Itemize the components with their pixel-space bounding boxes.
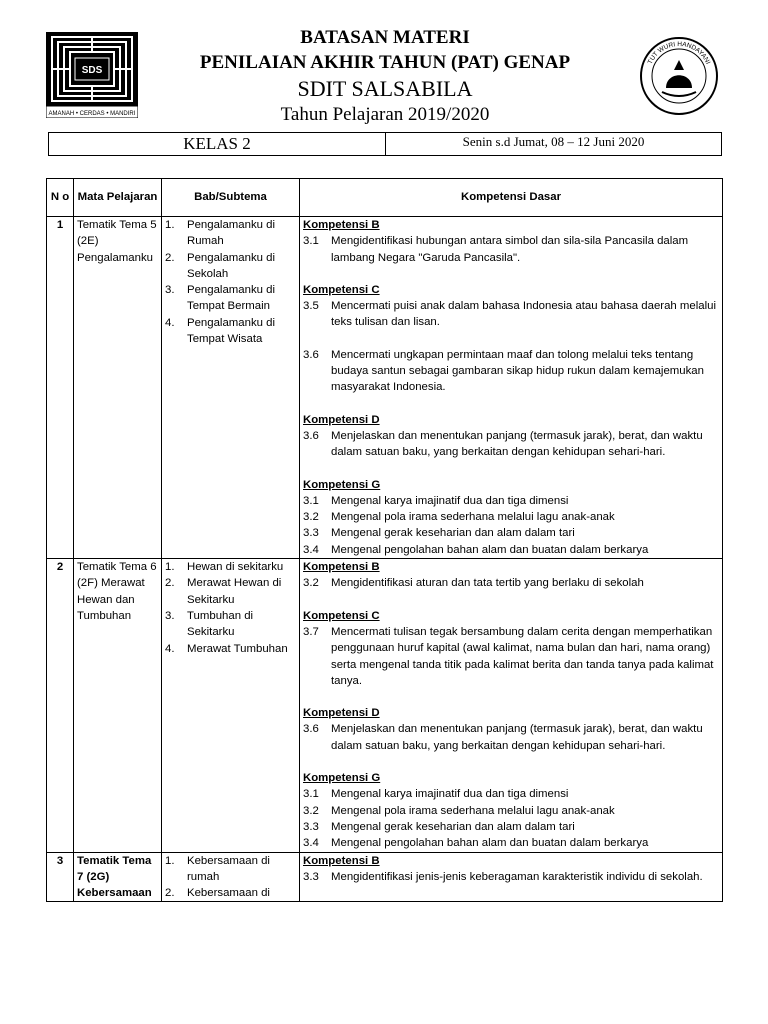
header-kd: Kompetensi Dasar [300,179,723,217]
header-no: N o [47,179,74,217]
subject-text: Tematik Tema 5 (2E) Pengalamanku [77,219,157,264]
competency-group [303,217,719,266]
competency-number: 3.2 [303,577,319,590]
competency-heading: Kompetensi D [303,707,380,720]
competency-text: Mengidentifikasi hubungan antara simbol dan sila-sila Pancasila dalam lambang Negara "Garuda Pancasila". [331,235,689,264]
subtheme-number: 2. [165,251,175,264]
competency-item [303,869,719,885]
competency-text: Mengenal pengolahan bahan alam dan buatan dalam berkarya [331,837,649,850]
competency-text: Mengenal pola irama sederhana melalui lagu anak-anak [331,511,615,524]
subtheme-item [165,315,296,348]
subtheme-cell [162,559,300,852]
competency-group [303,477,719,558]
subtheme-number: 3. [165,609,175,622]
subtheme-number: 4. [165,316,175,329]
competency-number: 3.6 [303,723,319,736]
svg-text:SDS: SDS [81,65,103,76]
subject-cell [74,852,162,902]
competency-number: 3.5 [303,300,319,313]
subtheme-item [165,853,296,886]
competency-number: 3.2 [303,511,319,524]
competency-group [303,608,719,689]
competency-heading: Kompetensi D [303,413,380,426]
competency-text: Mengenal gerak keseharian dan alam dalam tari [331,527,575,540]
school-logo [46,32,138,118]
competency-item [303,525,719,541]
competency-text: Mengenal karya imajinatif dua dan tiga dimensi [331,788,569,801]
competency-group [303,770,719,851]
svg-text:TUT WURI HANDAYANI: TUT WURI HANDAYANI [646,40,712,66]
row-number: 3 [47,852,74,902]
subject-cell [74,217,162,559]
competency-number: 3.6 [303,429,319,442]
subtheme-item [165,282,296,315]
competency-number: 3.1 [303,494,319,507]
competency-item [303,835,719,851]
competency-item [303,347,719,396]
competency-item [303,542,719,558]
subtheme-cell [162,217,300,559]
competency-item [303,803,719,819]
subtheme-number: 1. [165,561,175,574]
row-number: 1 [47,217,74,559]
document-title: BATASAN MATERI [300,27,470,48]
subtheme-number: 4. [165,642,175,655]
subtheme-text: Kebersamaan di [187,887,270,900]
header-bab: Bab/Subtema [162,179,300,217]
table-row [47,217,723,559]
competency-group [303,282,719,396]
competency-number: 3.4 [303,837,319,850]
subtheme-cell [162,852,300,902]
competency-group [303,412,719,461]
svg-text:AMANAH • CERDAS • MANDIRI: AMANAH • CERDAS • MANDIRI [48,111,136,117]
competency-number: 3.1 [303,235,319,248]
subtheme-item [165,559,296,575]
competency-text: Mengenal pengolahan bahan alam dan buatan dalam berkarya [331,543,649,556]
competency-number: 3.7 [303,625,319,638]
subtheme-item [165,575,296,608]
subtheme-item [165,217,296,250]
competency-item [303,819,719,835]
competency-number: 3.3 [303,527,319,540]
competency-item [303,298,719,331]
competency-number: 3.2 [303,804,319,817]
competency-text: Mencermati puisi anak dalam bahasa Indonesia atau bahasa daerah melalui teks tulisan dan lisan. [331,300,716,329]
subtheme-number: 2. [165,577,175,590]
subtheme-text: Pengalamanku di Sekolah [187,251,276,280]
competency-text: Menjelaskan dan menentukan panjang (termasuk jarak), berat, dan waktu dalam satuan baku, yang berkaitan dengan kehidupan sehari-hari. [331,723,703,752]
academic-year: Tahun Pelajaran 2019/2020 [280,104,490,125]
competency-number: 3.1 [303,788,319,801]
document-subtitle: PENILAIAN AKHIR TAHUN (PAT) GENAP [199,52,571,73]
header-mapel: Mata Pelajaran [74,179,162,217]
material-table [46,178,723,902]
competency-text: Menjelaskan dan menentukan panjang (termasuk jarak), berat, dan waktu dalam satuan baku, yang berkaitan dengan kehidupan sehari-hari. [331,429,703,459]
competency-heading: Kompetensi G [303,478,381,491]
competency-heading: Kompetensi G [303,772,381,785]
competency-text: Mengenal pola irama sederhana melalui lagu anak-anak [331,804,615,817]
table-row [47,852,723,902]
competency-heading: Kompetensi C [303,609,380,622]
competency-heading: Kompetensi B [303,219,380,231]
competency-item [303,575,719,591]
competency-heading: Kompetensi B [303,854,380,867]
competency-item [303,624,719,689]
subtheme-text: Pengalamanku di Tempat Bermain [187,284,276,313]
row-number: 2 [47,559,74,852]
subtheme-text: Pengalamanku di Rumah [187,219,276,248]
subtheme-text: Merawat Tumbuhan [187,642,288,655]
class-label: KELAS 2 [49,133,386,155]
competency-item [303,721,719,754]
subtheme-number: 1. [165,854,175,867]
subject-text: Tematik Tema 6 (2F) Merawat Hewan dan Tumbuhan [77,561,157,622]
table-row [47,559,723,852]
competency-text: Mengidentifikasi aturan dan tata tertib yang berlaku di sekolah [331,577,644,590]
subject-cell [74,559,162,852]
competency-item [303,509,719,525]
subtheme-number: 3. [165,284,175,297]
competency-text: Mengidentifikasi jenis-jenis keberagaman karakteristik individu di sekolah. [331,870,703,883]
subtheme-text: Pengalamanku di Tempat Wisata [187,316,276,346]
competency-number: 3.4 [303,543,319,556]
competency-item [303,428,719,461]
competency-number: 3.6 [303,348,319,361]
subtheme-number: 2. [165,887,175,900]
school-name: SDIT SALSABILA [297,76,473,101]
competency-item [303,493,719,509]
competency-text: Mengenal gerak keseharian dan alam dalam tari [331,820,575,833]
competency-cell [300,852,723,902]
competency-number: 3.3 [303,870,319,883]
subtheme-text: Merawat Hewan di Sekitarku [187,577,282,606]
competency-group [303,559,719,592]
exam-date: Senin s.d Jumat, 08 – 12 Juni 2020 [462,134,645,149]
competency-item [303,233,719,266]
subtheme-number: 1. [165,219,175,231]
subject-text: Tematik Tema 7 (2G) Kebersamaan [77,854,152,900]
competency-text: Mengenal karya imajinatif dua dan tiga dimensi [331,494,569,507]
subtheme-text: Kebersamaan di rumah [187,854,270,883]
competency-number: 3.3 [303,820,319,833]
competency-heading: Kompetensi B [303,561,380,574]
competency-cell [300,217,723,559]
competency-group [303,705,719,754]
subtheme-text: Tumbuhan di Sekitarku [187,609,254,639]
competency-text: Mencermati ungkapan permintaan maaf dan tolong melalui teks tentang budaya santun sebagai gambaran sikap hidup rukun dalam kemajemukan masyarakat Indonesia. [331,348,704,394]
subtheme-item [165,641,296,657]
competency-group [303,853,719,886]
competency-cell [300,559,723,852]
subtheme-item [165,608,296,641]
subtheme-item [165,885,296,901]
competency-heading: Kompetensi C [303,283,380,296]
subtheme-item [165,250,296,283]
tut-wuri-handayani-logo [636,36,722,116]
class-info-box [48,132,722,156]
competency-text: Mencermati tulisan tegak bersambung dalam cerita dengan memperhatikan penggunaan huruf kapital (awal kalimat, nama bulan dan hari, nama orang) serta mengenal tanda titik pada kalimat berita dan tanda tanya pada kalimat tanya. [331,625,714,687]
competency-item [303,786,719,802]
subtheme-text: Hewan di sekitarku [187,561,284,574]
